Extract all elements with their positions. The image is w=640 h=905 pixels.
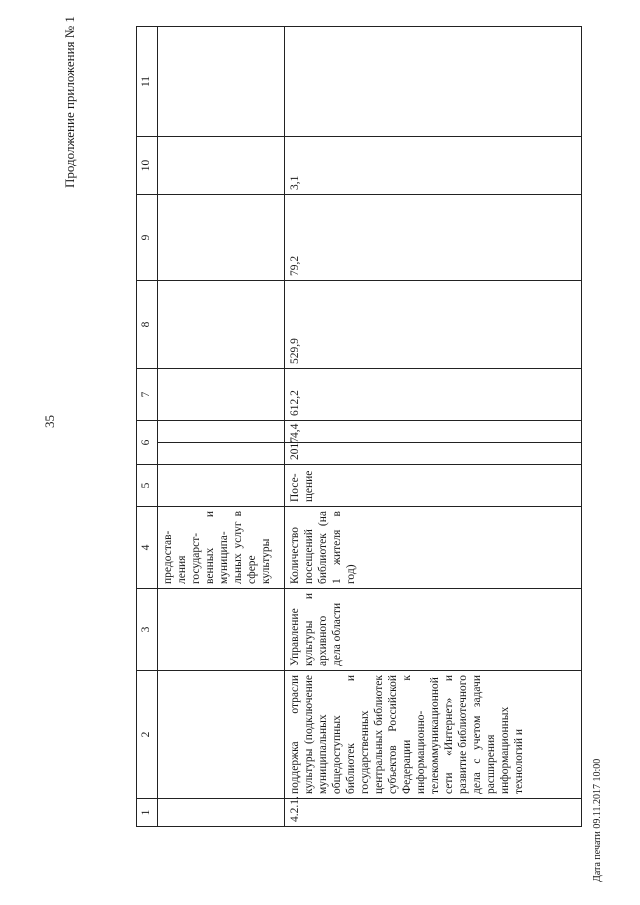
appendix-table <box>136 26 582 827</box>
col-header-1: 1 <box>137 799 158 827</box>
col-header-9: 9 <box>137 195 158 281</box>
table-cell <box>158 671 285 799</box>
table-cell <box>158 27 285 137</box>
table-cell <box>158 589 285 671</box>
table-cell <box>158 443 285 465</box>
header-row <box>137 27 158 827</box>
appendix-table-sheet <box>136 27 606 827</box>
table-cell-col6b: 4,4 <box>285 421 582 443</box>
col-header-6: 6 <box>137 421 158 465</box>
table-cell-col9: 79,2 <box>285 195 582 281</box>
table-cell <box>158 137 285 195</box>
table-cell <box>158 421 285 443</box>
table-cell-indicator-type: Посе-щение <box>285 465 582 507</box>
table-cell <box>158 799 285 827</box>
table-row-continuation <box>158 27 285 827</box>
table-cell <box>158 281 285 369</box>
col-header-5: 5 <box>137 465 158 507</box>
table-cell-measure: поддержка отрасли культуры (подключение муниципальных общедоступных библиотек и государственных центральных библиотек субъектов Российской Федерации к информационно-телекоммуникационной сети «Интернет» и развитие библиотечного дела с учетом задачи расширения информационных технологий и <box>285 671 582 799</box>
table-cell-col7: 612,2 <box>285 369 582 421</box>
col-header-2: 2 <box>137 671 158 799</box>
table-cell-col10: 3,1 <box>285 137 582 195</box>
col-header-3: 3 <box>137 589 158 671</box>
col-header-10: 10 <box>137 137 158 195</box>
col-header-7: 7 <box>137 369 158 421</box>
table-cell <box>158 369 285 421</box>
page-number: 35 <box>42 415 57 428</box>
table-row <box>285 27 582 827</box>
table-cell-number: 4.2.1. <box>285 799 582 827</box>
table-cell-executor: Управление культуры и архивного дела области <box>285 589 582 671</box>
table-cell-indicator-continuation: предостав-ления государст-венных и муниципа-льных услуг в сфере культуры <box>158 507 285 589</box>
col-header-4: 4 <box>137 507 158 589</box>
table-cell <box>158 465 285 507</box>
print-date: Дата печати 09.11.2017 10:00 <box>592 758 603 882</box>
col-header-11: 11 <box>137 27 158 137</box>
table-cell-year: 2017 <box>285 443 582 465</box>
table-cell-col8: 529,9 <box>285 281 582 369</box>
col-header-8: 8 <box>137 281 158 369</box>
table-cell-col11 <box>285 27 582 137</box>
table-cell-indicator: Количество посещений библиотек (на 1 жителя в год) <box>285 507 582 589</box>
continuation-title: Продолжение приложения № 1 <box>62 16 77 188</box>
table-cell <box>158 195 285 281</box>
